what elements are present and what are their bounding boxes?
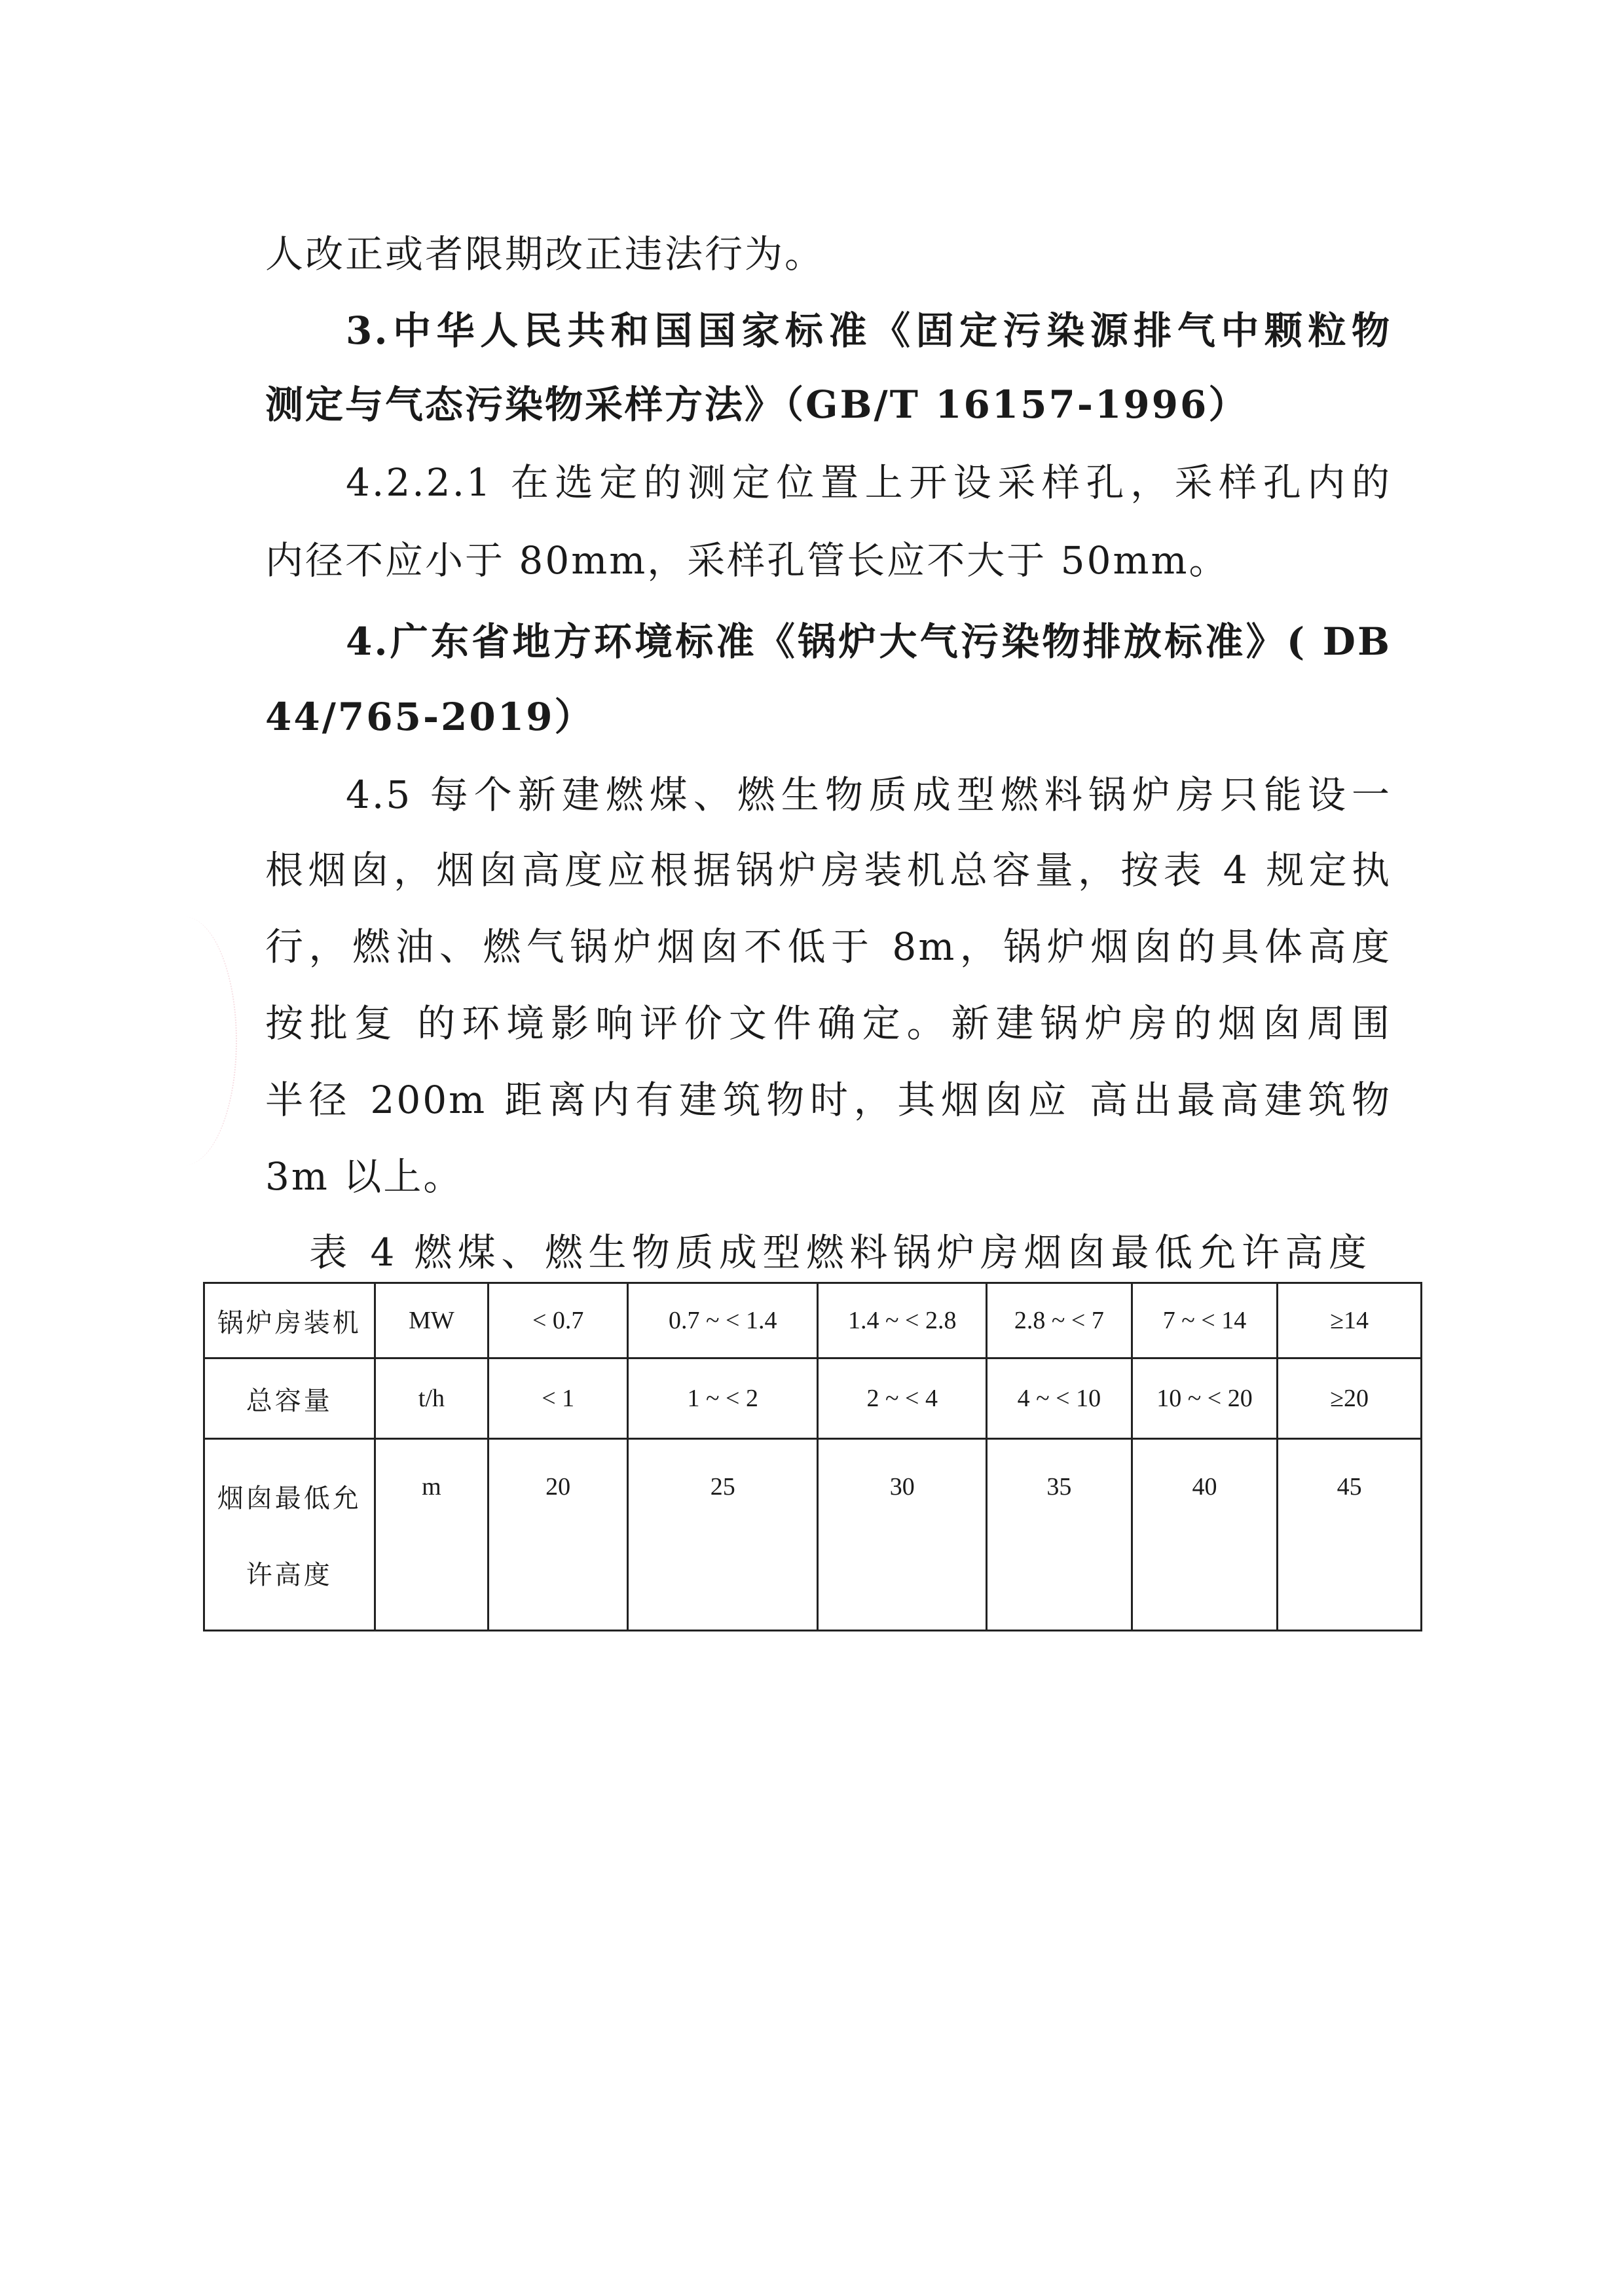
unit-cell: m — [375, 1439, 489, 1631]
table-cell: 10 ~ < 20 — [1132, 1358, 1278, 1439]
clause-45: 4.5 每个新建燃煤、燃生物质成型燃料锅炉房只能设一 — [346, 773, 1392, 817]
table-cell: 1.4 ~ < 2.8 — [818, 1283, 987, 1358]
table-row — [204, 1358, 1422, 1439]
unit-cell: MW — [375, 1283, 489, 1358]
unit-cell: t/h — [375, 1358, 489, 1439]
table-cell: 1 ~ < 2 — [627, 1358, 817, 1439]
clause-4221: 4.2.2.1 在选定的测定位置上开设采样孔，采样孔内的 — [346, 460, 1392, 505]
table-cell: 2 ~ < 4 — [818, 1358, 987, 1439]
table-caption: 表 4 燃煤、燃生物质成型燃料锅炉房烟囱最低允许高度 — [309, 1230, 1369, 1275]
table-row — [204, 1283, 1422, 1358]
section-heading-3: 3.中华人民共和国国家标准《固定污染源排气中颗粒物 — [346, 308, 1392, 353]
table-cell: 20 — [489, 1439, 628, 1631]
chimney-height-table — [203, 1282, 1422, 1631]
section-heading-3-cont: 测定与气态污染物采样方法》（GB/T 16157-1996） — [265, 382, 1249, 427]
clause-45-line: 半径 200m 距离内有建筑物时，其烟囱应 高出最高建筑物 — [265, 1078, 1392, 1122]
table-cell: 4 ~ < 10 — [987, 1358, 1132, 1439]
row-header-min-height — [204, 1439, 375, 1631]
section-heading-4: 4.广东省地方环境标准《锅炉大气污染物排放标准》( DB — [346, 619, 1392, 664]
paragraph-line: 人改正或者限期改正违法行为。 — [265, 232, 825, 276]
row-header-text: 烟囱最低允 — [217, 1484, 361, 1513]
table-cell: 45 — [1278, 1439, 1422, 1631]
clause-45-line: 根烟囱，烟囱高度应根据锅炉房装机总容量，按表 4 规定执 — [265, 848, 1392, 892]
table-cell: ≥14 — [1278, 1283, 1422, 1358]
clause-45-line: 3m 以上。 — [265, 1154, 464, 1199]
section-heading-4-cont: 44/765-2019） — [265, 695, 595, 739]
clause-45-line: 按批复 的环境影响评价文件确定。新建锅炉房的烟囱周围 — [265, 1001, 1392, 1046]
row-header-capacity: 锅炉房装机 — [204, 1283, 375, 1358]
row-header-text: 许高度 — [246, 1560, 333, 1590]
table-cell: 25 — [627, 1439, 817, 1631]
table-cell: 2.8 ~ < 7 — [987, 1283, 1132, 1358]
table-cell: 7 ~ < 14 — [1132, 1283, 1278, 1358]
row-header-capacity-cont: 总容量 — [204, 1358, 375, 1439]
table-cell: 30 — [818, 1439, 987, 1631]
table-cell: < 0.7 — [489, 1283, 628, 1358]
table-cell: ≥20 — [1278, 1358, 1422, 1439]
faint-stamp-mark — [131, 917, 237, 1165]
clause-45-line: 行，燃油、燃气锅炉烟囱不低于 8m，锅炉烟囱的具体高度 — [265, 924, 1392, 969]
table-row — [204, 1439, 1422, 1631]
table-cell: 40 — [1132, 1439, 1278, 1631]
table-cell: 35 — [987, 1439, 1132, 1631]
table-cell: < 1 — [489, 1358, 628, 1439]
table-cell: 0.7 ~ < 1.4 — [627, 1283, 817, 1358]
clause-4221-cont: 内径不应小于 80mm，采样孔管长应不大于 50mm。 — [265, 538, 1229, 583]
